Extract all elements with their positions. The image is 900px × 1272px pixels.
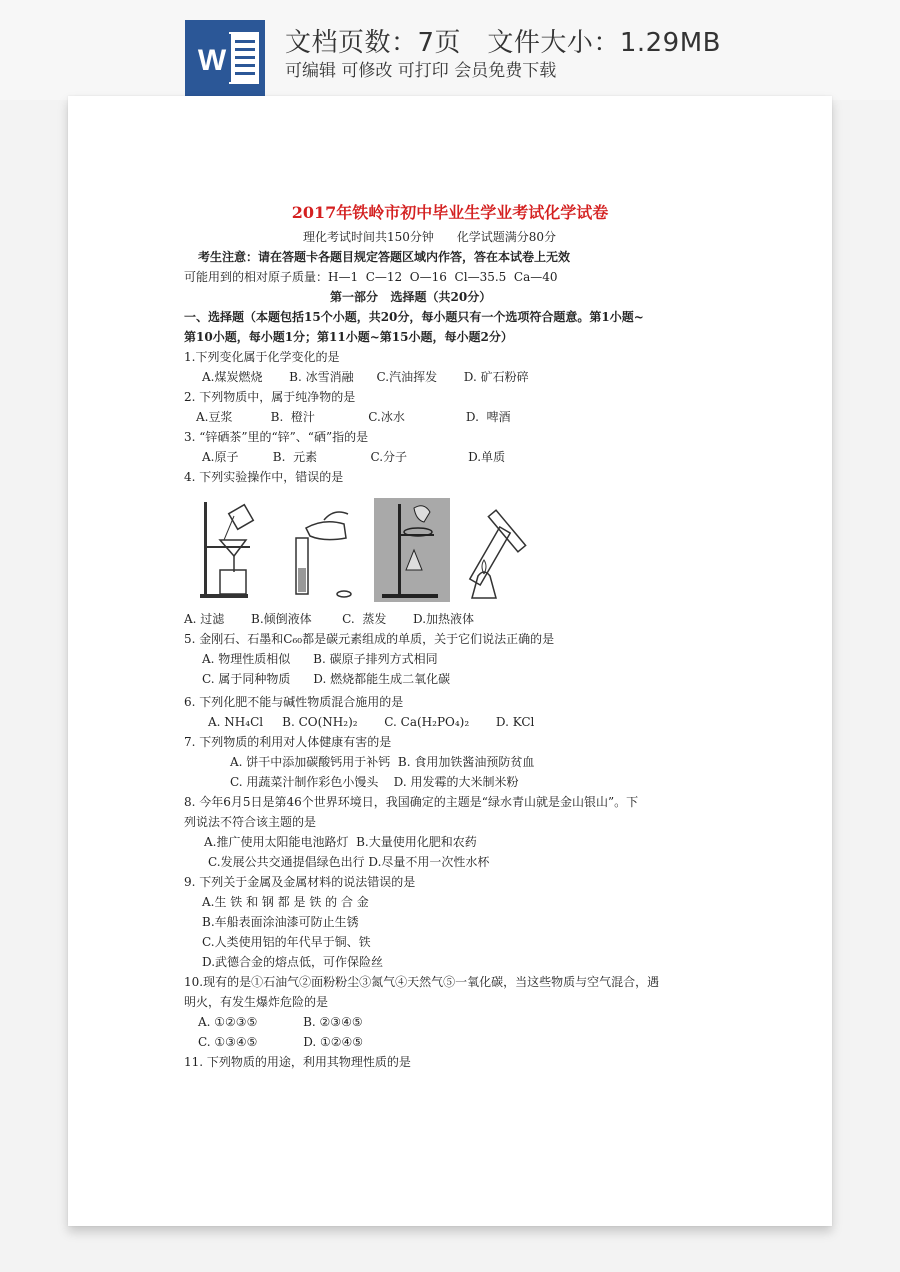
section1-instructions-line1: 一、选择题（本题包括15个小题，共20分，每小题只有一个选项符合题意。第1小题~ — [184, 310, 644, 324]
question-10-line1: 10.现有的是①石油气②面粉粉尘③氮气④天然气⑤一氧化碳，当这些物质与空气混合，遇 — [184, 975, 660, 989]
question-1: 1.下列变化属于化学变化的是 — [184, 350, 340, 364]
question-9-option-b: B.车船表面涂油漆可防止生锈 — [202, 915, 359, 929]
exam-paper-page — [68, 96, 832, 1226]
question-5: 5. 金刚石、石墨和C₆₀都是碳元素组成的单质，关于它们说法正确的是 — [184, 632, 555, 646]
section1-instructions-line2: 第10小题，每小题1分；第11小题~第15小题，每小题2分） — [184, 330, 513, 344]
word-icon-letter: W — [197, 44, 227, 77]
filtration-figure — [194, 498, 274, 602]
question-8-options-ab: A.推广使用太阳能电池路灯 B.大量使用化肥和农药 — [204, 835, 477, 849]
exam-time-info: 理化考试时间共150分钟 化学试题满分80分 — [303, 230, 557, 244]
pouring-liquid-figure — [284, 498, 364, 602]
question-3: 3. “锌硒茶”里的“锌”、“硒”指的是 — [184, 430, 369, 444]
exam-title: 2017年铁岭市初中毕业生学业考试化学试卷 — [291, 203, 609, 222]
question-9-option-d: D.武德合金的熔点低，可作保险丝 — [202, 955, 384, 969]
question-9-option-a: A.生 铁 和 钢 都 是 铁 的 合 金 — [202, 895, 369, 909]
question-7: 7. 下列物质的利用对人体健康有害的是 — [184, 735, 392, 749]
download-banner — [0, 0, 900, 100]
word-document-icon — [185, 20, 265, 96]
question-5-options-cd: C. 属于同种物质 D. 燃烧都能生成二氧化碳 — [202, 672, 451, 686]
evaporation-figure — [374, 498, 450, 602]
question-8-options-cd: C.发展公共交通提倡绿色出行 D.尽量不用一次性水杯 — [208, 855, 490, 869]
question-6: 6. 下列化肥不能与碱性物质混合施用的是 — [184, 695, 404, 709]
question-10-options-ab: A. ①②③⑤ B. ②③④⑤ — [198, 1015, 363, 1029]
question-1-options: A.煤炭燃烧 B. 冰雪消融 C.汽油挥发 D. 矿石粉碎 — [202, 370, 529, 384]
question-4-options: A. 过滤 B.倾倒液体 C. 蒸发 D.加热液体 — [184, 612, 475, 626]
question-8-line2: 列说法不符合该主题的是 — [184, 815, 317, 829]
question-2: 2. 下列物质中，属于纯净物的是 — [184, 390, 356, 404]
question-5-options-ab: A. 物理性质相似 B. 碳原子排列方式相同 — [202, 652, 438, 666]
heating-liquid-figure — [464, 498, 544, 602]
atomic-mass-info: 可能用到的相对原子质量：H—1 C—12 O—16 Cl—35.5 Ca—40 — [184, 270, 558, 284]
doc-features: 可编辑 可修改 可打印 会员免费下载 — [285, 61, 557, 81]
question-6-options: A. NH₄Cl B. CO(NH₂)₂ C. Ca(H₂PO₄)₂ D. KCl — [208, 715, 535, 729]
question-7-options-ab: A. 饼干中添加碳酸钙用于补钙 B. 食用加铁酱油预防贫血 — [230, 755, 535, 769]
question-4: 4. 下列实验操作中，错误的是 — [184, 470, 344, 484]
question-8-line1: 8. 今年6月5日是第46个世界环境日，我国确定的主题是“绿水青山就是金山银山”。下 — [184, 795, 639, 809]
part1-heading: 第一部分 选择题（共20分） — [330, 290, 492, 304]
question-7-options-cd: C. 用蔬菜汁制作彩色小馒头 D. 用发霉的大米制米粉 — [230, 775, 519, 789]
question-2-options: A.豆浆 B. 橙汁 C.冰水 D. 啤酒 — [196, 410, 511, 424]
doc-page-count-and-size: 文档页数：7页 文件大小：1.29MB — [285, 28, 721, 58]
question-9-option-c: C.人类使用铝的年代早于铜、铁 — [202, 935, 371, 949]
question-10-options-cd: C. ①③④⑤ D. ①②④⑤ — [198, 1035, 364, 1049]
question-3-options: A.原子 B. 元素 C.分子 D.单质 — [202, 450, 506, 464]
exam-notice: 考生注意：请在答题卡各题目规定答题区域内作答，答在本试卷上无效 — [198, 250, 571, 264]
question-11: 11. 下列物质的用途，利用其物理性质的是 — [184, 1055, 411, 1069]
question-10-line2: 明火，有发生爆炸危险的是 — [184, 995, 329, 1009]
question-9: 9. 下列关于金属及金属材料的说法错误的是 — [184, 875, 416, 889]
